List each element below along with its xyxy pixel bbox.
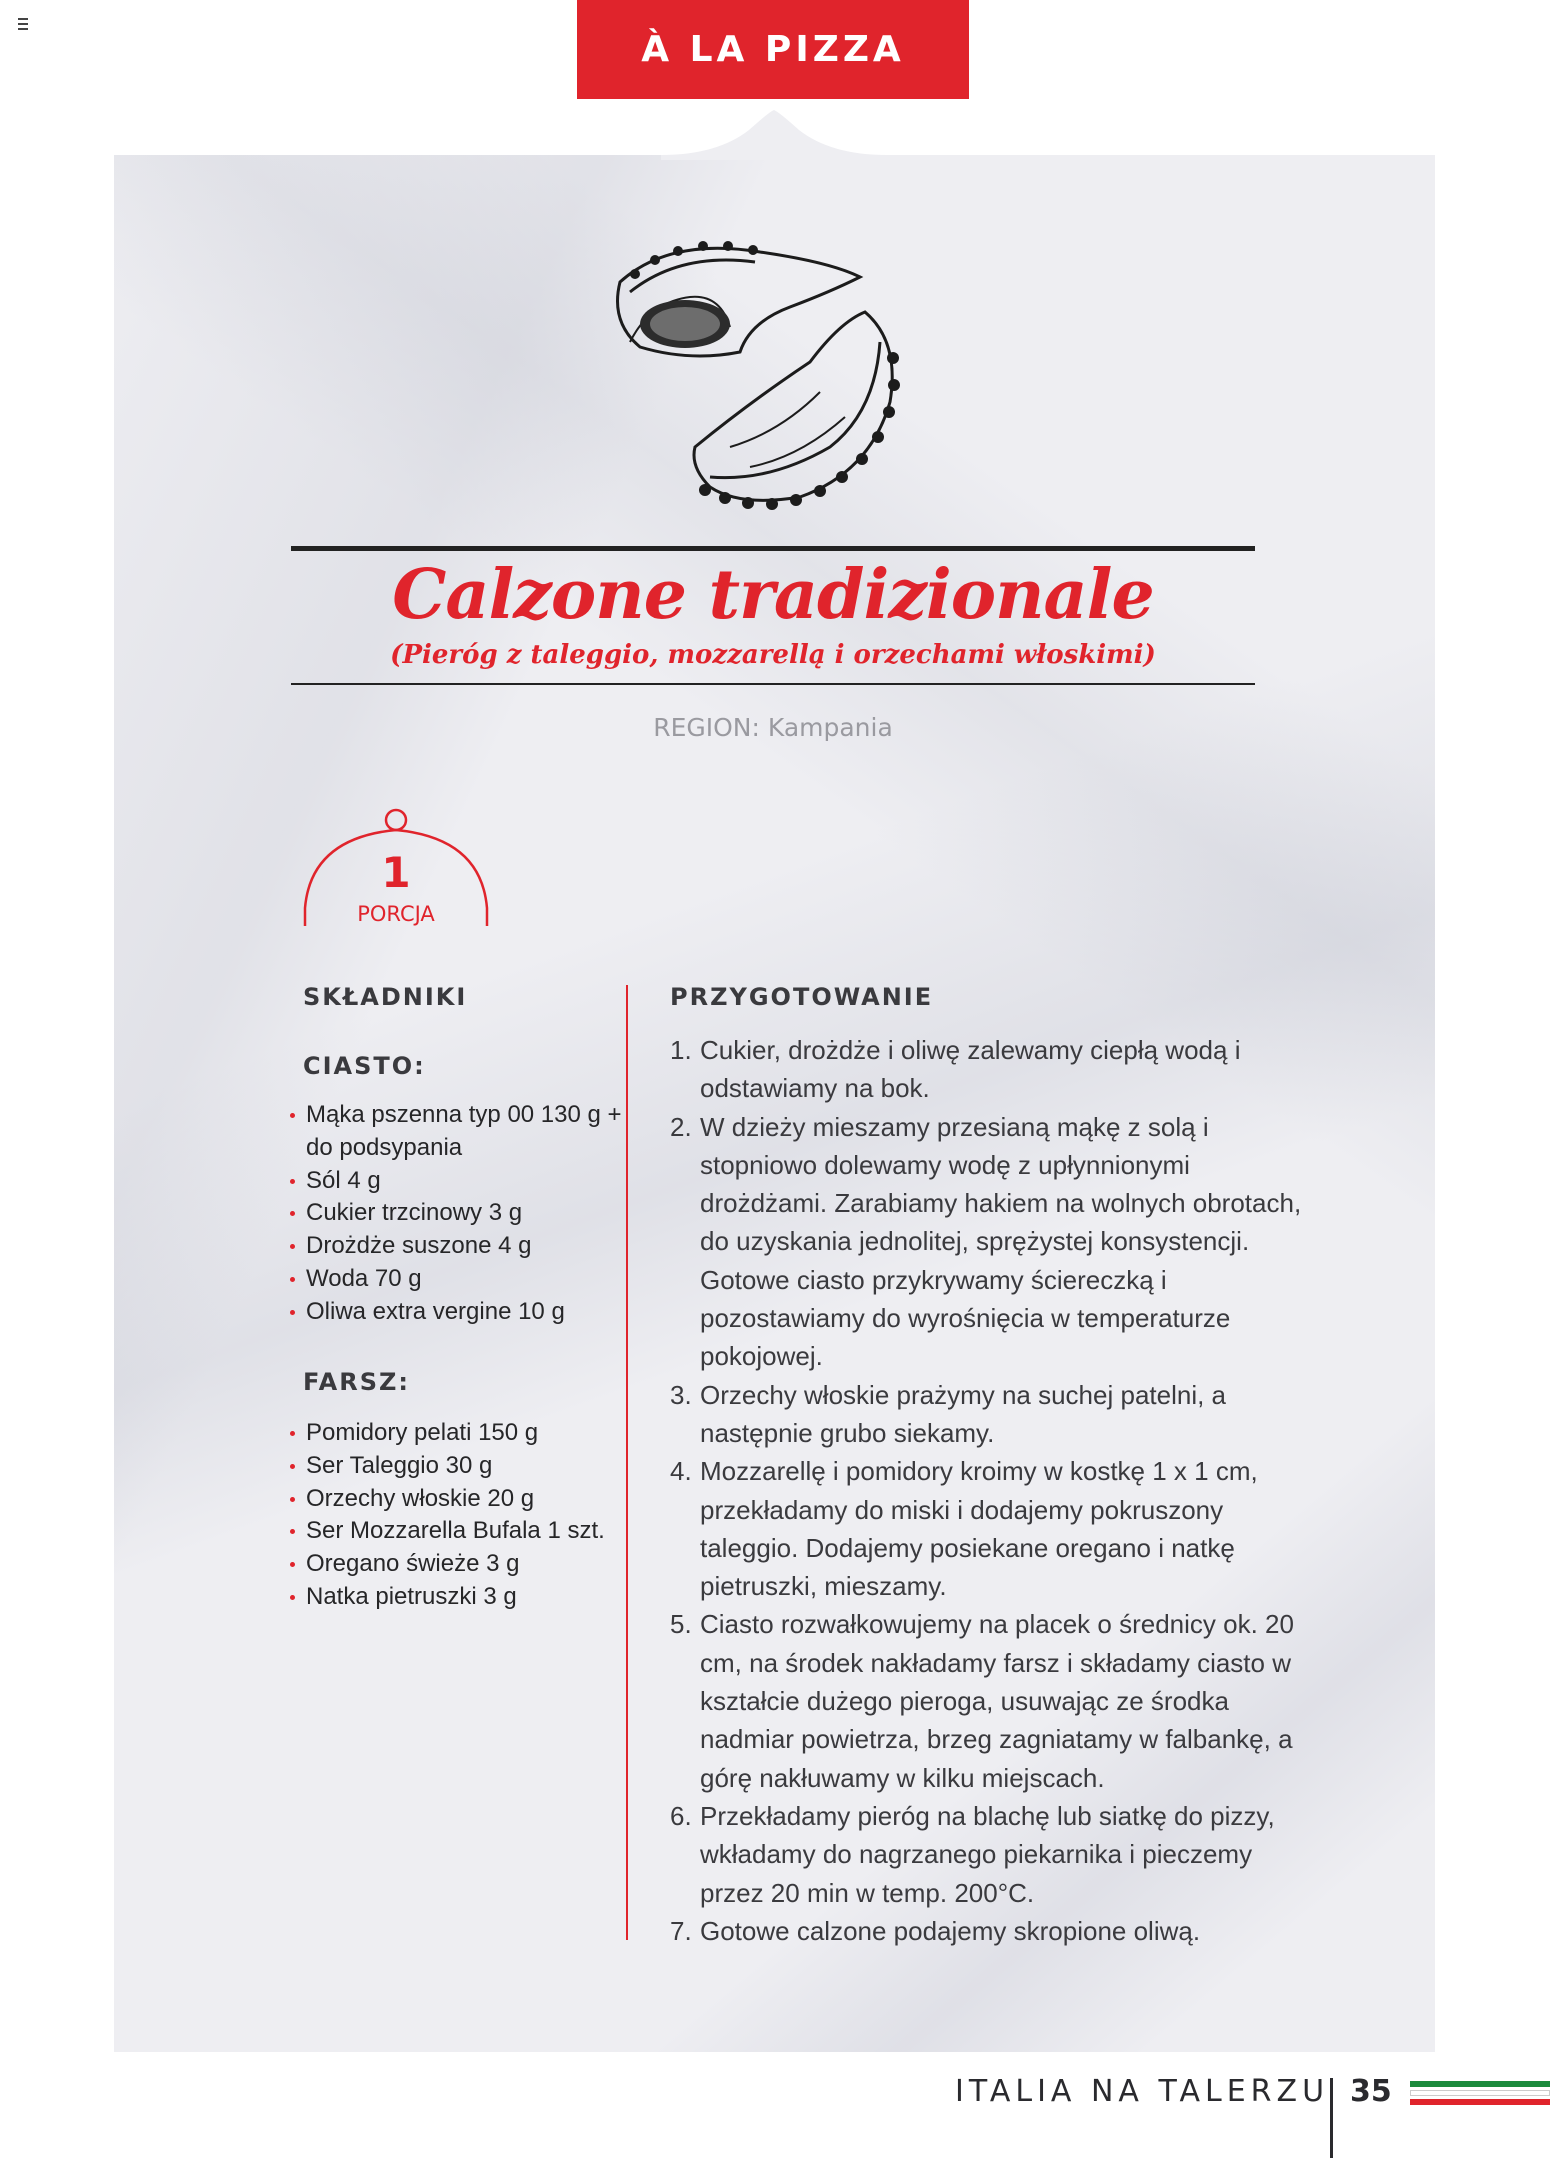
step-number: 6. [670,1800,692,1831]
ingredients-heading: SKŁADNIKI [303,983,468,1011]
list-item: Ser Taleggio 30 g [290,1450,630,1483]
filling-ingredient-list [290,1417,630,1614]
page-number: 35 [1350,2074,1392,2109]
magazine-name: ITALIA NA TALERZU [955,2074,1330,2109]
recipe-title: Calzone tradizionale [392,555,1154,635]
step-text: Orzechy włoskie prażymy na suchej patelni, a następnie grubo siekamy. [700,1379,1227,1448]
step-number: 1. [670,1035,692,1065]
menu-icon [18,18,28,30]
step-text: Przekładamy pieróg na blachę lub siatkę do pizzy, wkładamy do nagrzanego piekarnika i pieczemy przez 20 min w temp. 200°C. [700,1800,1275,1908]
column-divider [626,985,628,1940]
filling-heading: FARSZ: [303,1368,410,1396]
step-number: 4. [670,1456,692,1487]
portion-label: PORCJA [357,902,435,926]
step-text: Cukier, drożdże i oliwę zalewamy ciepłą wodą i odstawiamy na bok. [700,1035,1241,1104]
step-number: 2. [670,1111,692,1142]
step-number: 7. [670,1915,692,1946]
portion-count: 1 [381,848,411,897]
list-item: Orzechy włoskie 20 g [290,1483,630,1516]
italian-flag-icon [1410,2081,1550,2108]
list-item [670,1912,1320,1950]
step-text: W dzieży mieszamy przesianą mąkę z solą i stopniowo dolewamy wodę z upłynnionymi drożdżami. Zarabiamy hakiem na wolnych obrotach, do uzyskania jednolitej, sprężystej konsystencji. Gotowe ciasto przykrywamy ściereczką i pozostawiamy do wyrośnięcia w temperaturze pokojowej. [700,1111,1302,1372]
step-text: Mozzarellę i pomidory kroimy w kostkę 1 x 1 cm, przekładamy do miski i dodajemy pokruszony taleggio. Dodajemy posiekane oregano i natkę pietruszki, mieszamy. [700,1456,1258,1602]
section-tab: À LA PIZZA [577,0,969,99]
list-item [670,1108,1320,1376]
list-item: Ser Mozzarella Bufala 1 szt. [290,1515,630,1548]
list-item [670,1452,1320,1605]
calzone-illustration-icon [600,232,930,512]
recipe-subtitle: (Pieróg z taleggio, mozzarellą i orzechami włoskimi) [390,640,1156,670]
list-item: Drożdże suszone 4 g [290,1230,630,1263]
title-rule-bottom [291,683,1255,685]
list-item: Oregano świeże 3 g [290,1548,630,1581]
list-item [670,1031,1320,1108]
list-item: Woda 70 g [290,1263,630,1296]
list-item [670,1797,1320,1912]
preparation-heading: PRZYGOTOWANIE [670,983,934,1011]
recipe-region: REGION: Kampania [653,713,893,742]
list-item [670,1605,1320,1796]
list-item: Sól 4 g [290,1165,630,1198]
step-number: 5. [670,1609,692,1640]
step-number: 3. [670,1379,692,1410]
title-rule-top [291,546,1255,551]
step-text: Ciasto rozwałkowujemy na placek o średnicy ok. 20 cm, na środek nakładamy farsz i składamy ciasto w kształcie dużego pieroga, usuwając ze środka nadmiar powietrza, brzeg zagniatamy w falbankę, a górę nakłuwamy w kilku miejscach. [700,1609,1294,1793]
list-item: Natka pietruszki 3 g [290,1581,630,1614]
flag-stripe-white [1410,2090,1550,2096]
step-text: Gotowe calzone podajemy skropione oliwą. [700,1915,1201,1946]
footer-separator [1330,2078,1333,2158]
list-item: Oliwa extra vergine 10 g [290,1296,630,1329]
list-item: Cukier trzcinowy 3 g [290,1197,630,1230]
list-item: Pomidory pelati 150 g [290,1417,630,1450]
flag-stripe-red [1410,2099,1550,2105]
flag-stripe-green [1410,2081,1550,2087]
dough-heading: CIASTO: [303,1052,426,1080]
preparation-steps [670,1031,1320,1950]
tab-notch-shape [661,110,887,160]
dough-ingredient-list [290,1099,630,1329]
list-item [670,1376,1320,1453]
portion-badge [303,808,489,928]
list-item: Mąka pszenna typ 00 130 g + do podsypania [290,1099,630,1165]
